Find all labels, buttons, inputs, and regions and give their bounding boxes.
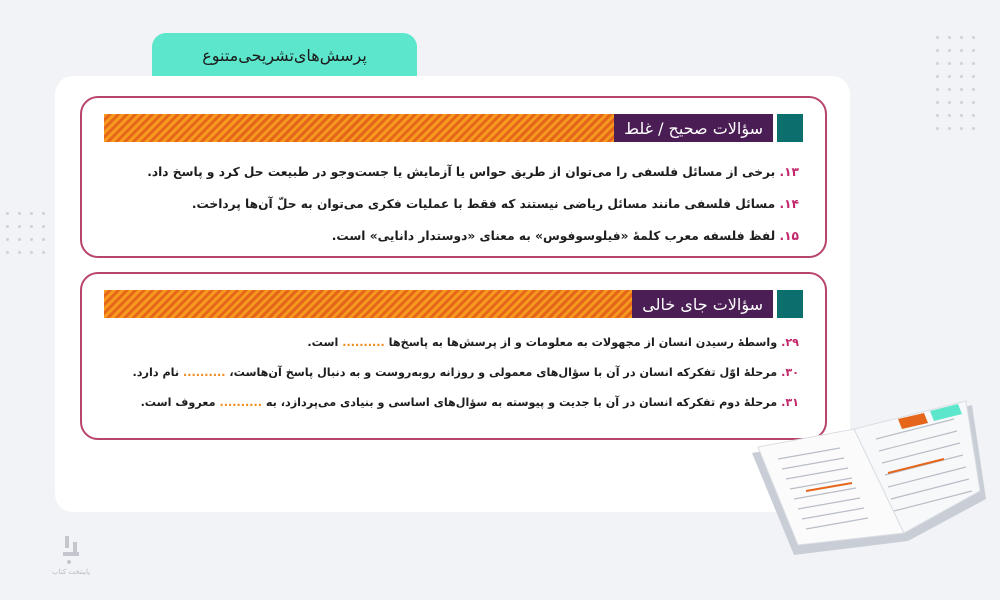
teal-square — [777, 290, 803, 318]
decor-dots-left — [6, 212, 54, 254]
blank-placeholder: .......... — [342, 336, 385, 349]
question-list — [92, 156, 799, 252]
question-item — [92, 220, 799, 252]
question-text: مرحلهٔ دوم تفکرکه انسان در آن با جدیت و پیوسته به سؤال‌های اساسی و بنیادی می‌پردازد، به — [265, 396, 778, 409]
question-number: ۳۰. — [781, 366, 799, 379]
open-book-image — [748, 395, 988, 555]
question-item — [92, 388, 799, 418]
question-text: مسائل فلسفی مانند مسائل ریاضی نیستند که فقط با عملیات فکری می‌توان به حلّ آن‌ها پرداخت. — [191, 197, 776, 211]
blank-placeholder: .......... — [182, 366, 226, 379]
question-text: برخی از مسائل فلسفی را می‌توان از طریق حواس یا آزمایش یا جست‌وجو در طبیعت حل کرد و پاسخ داد. — [147, 165, 776, 179]
question-text-end: است. — [307, 336, 339, 349]
striped-bar — [104, 114, 614, 142]
question-number: ۱۳. — [779, 165, 799, 179]
question-item — [92, 358, 799, 388]
tab-label: پرسش‌های‌تشریحی‌متنوع — [202, 45, 367, 65]
question-item — [92, 156, 799, 188]
true-false-panel — [80, 96, 827, 258]
panel-header — [104, 114, 803, 142]
question-text: مرحلهٔ اوّل تفکرکه انسان در آن با سؤال‌های معمولی و روزانه روبه‌روست و به دنبال پاسخ آن‌هاست، — [229, 366, 778, 379]
teal-square — [777, 114, 803, 142]
panel-title: سؤالات جای خالی — [632, 290, 773, 318]
question-number: ۲۹. — [781, 336, 799, 349]
question-text-end: نام دارد. — [132, 366, 180, 379]
question-list — [92, 328, 799, 418]
publisher-logo-text: پاینتخت کتاب — [52, 568, 91, 576]
blank-placeholder: .......... — [219, 396, 262, 409]
question-text: واسطهٔ رسیدن انسان از مجهولات به معلومات و از پرسش‌ها به پاسخ‌ها — [388, 336, 778, 349]
question-number: ۱۴. — [779, 197, 799, 211]
question-number: ۳۱. — [781, 396, 799, 409]
section-tab — [152, 33, 417, 77]
panel-header — [104, 290, 803, 318]
question-text-end: معروف است. — [140, 396, 216, 409]
panel-title: سؤالات صحیح / غلط — [614, 114, 773, 142]
question-item — [92, 328, 799, 358]
publisher-logo-icon — [55, 532, 91, 572]
question-text: لفظ فلسفه معرب کلمهٔ «فیلوسوفوس» به معنای «دوستدار دانایی» است. — [331, 229, 776, 243]
fill-blank-panel — [80, 272, 827, 440]
question-item — [92, 188, 799, 220]
question-number: ۱۵. — [779, 229, 799, 243]
decor-dots-right-top — [936, 36, 984, 130]
striped-bar — [104, 290, 632, 318]
